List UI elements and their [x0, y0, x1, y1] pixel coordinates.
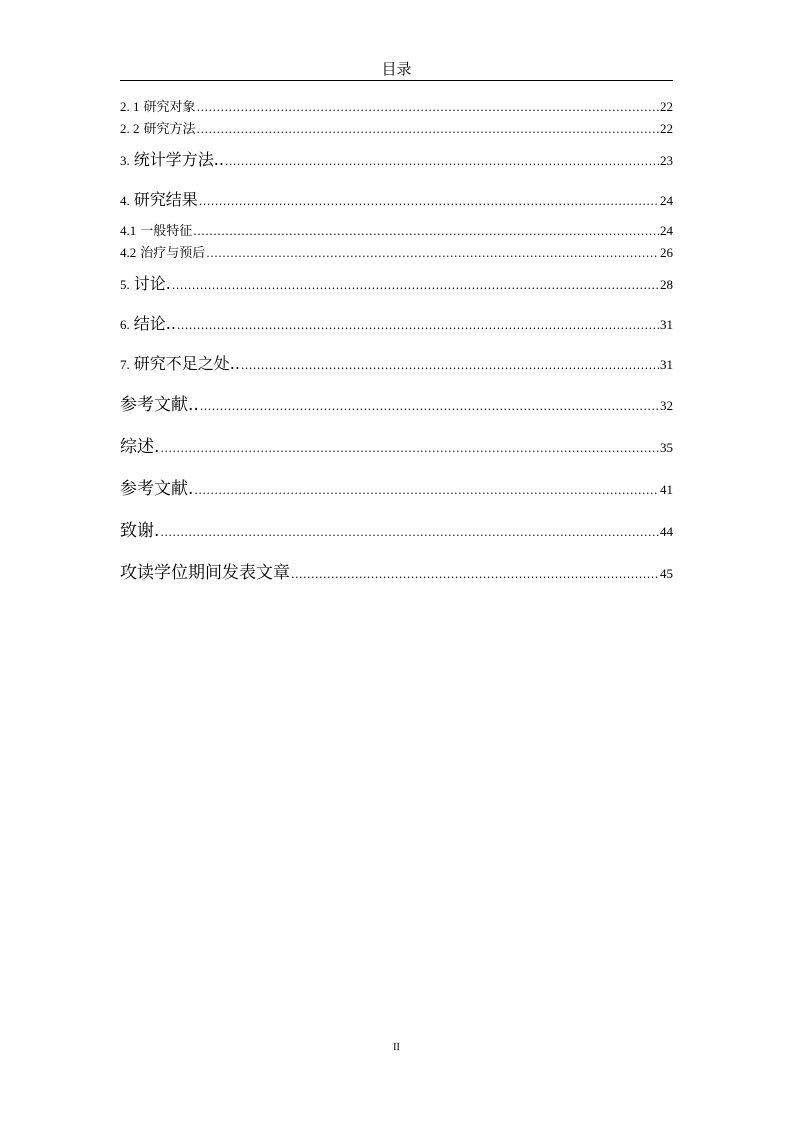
toc-leader-dots — [177, 306, 659, 346]
toc-entry-page: 31 — [660, 357, 673, 372]
toc-entry-page: 22 — [660, 99, 673, 114]
toc-entry-page: 45 — [660, 566, 673, 581]
toc-entry[interactable] — [120, 140, 673, 180]
toc-entry-page: 32 — [660, 398, 673, 413]
toc-leader-dots — [199, 182, 659, 222]
toc-entry[interactable] — [120, 118, 673, 140]
toc-entry[interactable] — [120, 552, 673, 594]
toc-entry-title: 研究方法 — [143, 121, 196, 136]
toc-leader-dots — [225, 142, 659, 182]
toc-entry-number: 4.1 — [120, 223, 137, 238]
toc-entry[interactable] — [120, 220, 673, 242]
toc-leader-dots — [193, 221, 659, 243]
toc-entry-number: 7. — [120, 357, 130, 372]
toc-entry[interactable] — [120, 384, 673, 426]
page-number: II — [393, 1042, 400, 1053]
toc-entry-page: 23 — [660, 153, 673, 168]
toc-entry-number: 3. — [120, 153, 130, 168]
toc-entry-title: 参考文献.. — [120, 395, 199, 415]
toc-entry-page: 28 — [660, 277, 673, 292]
toc-leader-dots — [291, 554, 659, 596]
toc-entry-title: 致谢. — [120, 521, 160, 541]
toc-entry-title: 研究结果 — [133, 190, 198, 209]
toc-entry[interactable] — [120, 510, 673, 552]
toc-leader-dots — [241, 346, 659, 386]
toc-entry-number: 2. 1 — [120, 99, 140, 114]
toc-entry-title: 参考文献. — [120, 479, 194, 499]
toc-entry-title: 攻读学位期间发表文章 — [120, 563, 290, 583]
toc-entry-page: 24 — [660, 223, 673, 238]
toc-entry[interactable] — [120, 468, 673, 510]
toc-entry-number: 4. — [120, 193, 130, 208]
toc-entry-number: 5. — [120, 277, 130, 292]
toc-entry-title: 综述. — [120, 437, 160, 457]
toc-entry-title: 治疗与预后 — [140, 245, 206, 260]
toc-entry-title: 讨论. — [133, 274, 171, 293]
page-footer — [0, 1042, 793, 1053]
toc-entry-title: 统计学方法.. — [133, 150, 224, 169]
toc-entry[interactable] — [120, 180, 673, 220]
toc-entry-title: 结论.. — [133, 314, 176, 333]
toc-entry-title: 研究对象 — [143, 99, 196, 114]
table-of-contents — [120, 96, 673, 594]
toc-entry-title: 一般特征 — [140, 223, 193, 238]
toc-entry-page: 26 — [660, 245, 673, 260]
toc-leader-dots — [206, 243, 659, 265]
toc-entry-number: 6. — [120, 317, 130, 332]
toc-entry-page: 31 — [660, 317, 673, 332]
toc-entry-number: 4.2 — [120, 245, 137, 260]
toc-leader-dots — [172, 266, 659, 306]
toc-entry-page: 22 — [660, 121, 673, 136]
toc-entry[interactable] — [120, 304, 673, 344]
toc-leader-dots — [160, 428, 659, 470]
toc-entry-page: 41 — [660, 482, 673, 497]
toc-entry[interactable] — [120, 242, 673, 264]
toc-entry-page: 35 — [660, 440, 673, 455]
toc-entry-page: 44 — [660, 524, 673, 539]
toc-leader-dots — [200, 386, 659, 428]
toc-entry[interactable] — [120, 426, 673, 468]
toc-entry-title: 研究不足之处.. — [133, 354, 240, 373]
toc-header-title: 目录 — [381, 60, 412, 78]
toc-leader-dots — [160, 512, 659, 554]
toc-entry-page: 24 — [660, 193, 673, 208]
toc-leader-dots — [194, 470, 659, 512]
toc-leader-dots — [197, 119, 659, 141]
toc-entry-number: 2. 2 — [120, 121, 140, 136]
toc-header — [120, 58, 673, 81]
toc-entry[interactable] — [120, 344, 673, 384]
toc-entry[interactable] — [120, 96, 673, 118]
toc-entry[interactable] — [120, 264, 673, 304]
toc-leader-dots — [197, 97, 659, 119]
